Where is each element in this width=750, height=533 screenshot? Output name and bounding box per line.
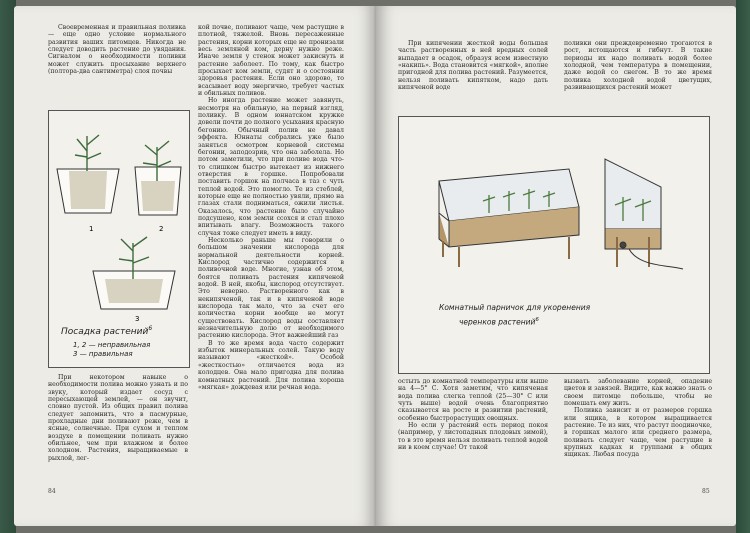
left-col1-bottom — [48, 374, 188, 484]
paragraph: При некотором навыке о необходимости полива можно узнать и по звуку, который издает сосуд с пересыхающей землей, — он звучит, словно пустой. Из общих правил полива следует запомнить, что в пасмурные, прохладные дни поливают реже, чем в ясные, солнечные. При сухом и теплом воздухе в помещении поливать нужно обильнее, чем при влажном и более холодном. Растения, выращиваемые в рыхлой, лег- — [48, 374, 188, 462]
book-cover-right — [736, 0, 750, 533]
right-col1-bottom — [398, 378, 548, 490]
right-page — [376, 6, 736, 526]
paragraph: Своевременная и правильная поливка — еще одно условие нормального развития ваших питомцев. Никогда не следует доводить растение до увядания. Сигналом о необходимости поливки может служить просыхание верхнего (полтора-два сантиметра) слоя почвы — [48, 24, 186, 76]
caption-line: 1, 2 — неправильная — [73, 341, 151, 349]
left-page — [14, 6, 376, 526]
right-col1-top — [398, 40, 548, 110]
greenhouse-figure — [398, 116, 710, 374]
paragraph: Поливка зависит и от размеров горшка или ящика, в котором выращивается растение. Те из них, что растут поодиночке, в горшках малого или среднего размера, поливать следует чаще, чем растущие в крупных кадках и группами в общих ящиках. Любая посуда — [564, 407, 712, 459]
right-col2-bottom — [564, 378, 712, 490]
fig-label-3: 3 — [135, 315, 140, 323]
caption-line: 3 — правильная — [73, 350, 133, 358]
figure-caption-legend — [73, 341, 150, 359]
right-col2-top — [564, 40, 712, 110]
fig-label-2: 2 — [159, 225, 164, 233]
paragraph: поливки они преждевременно трогаются в рост, истощаются и гибнут. В такие периоды их надо поливать водой более холодной, чем температура в помещении, даже водой со снегом. В то же время поливка холодной водой цветущих, развивающихся растений может — [564, 40, 712, 92]
paragraph: Несколько раньше мы говорили о большом значении кислорода для нормальной деятельности корней. Кислород частично содержится в поливочной воде. Многие, узнав об этом, боятся поливать растения кипяченой водой. В ней, якобы, кислород отсутствует. Это неверно. Растворенного как в некипяченой, так и в кипяченой воде кислорода так мало, что за счет его количества корни вообще не могут существовать. Кислород воды составляет незначительную долю от необходимого растению кислорода. Этот важнейший газ — [198, 236, 344, 340]
planting-figure — [48, 110, 190, 368]
left-col2 — [198, 24, 344, 476]
greenhouse-caption-line2 — [459, 317, 659, 327]
greenhouse-illustration — [399, 117, 709, 307]
paragraph: кой почве, поливают чаще, чем растущие в плотной, тяжелой. Вновь пересаженные растения, корни которых еще не пронизали весь земляной ком, дерну нужно реже. Иначе земля у стенок может закиснуть и растение заболеет. По тому, как быстро просыхает ком земли, судят и о состоянии здоровья растения. Если оно здорово, то всасывает воду энергично, требует частых и обильных поливов. — [198, 24, 344, 98]
greenhouse-caption-line1: Комнатный парничок для укоренения — [439, 303, 591, 312]
figure-caption-title — [61, 325, 185, 337]
caption-superscript: 6 — [535, 317, 539, 323]
caption-text: черенков растений — [459, 317, 536, 327]
paragraph: Но если у растений есть период покоя (например, у листопадных плодовых зимой), то в это время нельзя поливать теплой водой ни в коем случае! От такой — [398, 422, 548, 452]
page-number-right: 85 — [702, 488, 710, 495]
paragraph: остыть до комнатной температуры или выше на 4—5° С. Хотя заметим, что кипяченая вода полива слегка теплой (25—30° С или чуть выше) водой очень благоприятно сказывается на росте и развитии растений, особенно быстрорастущих овощных. — [398, 378, 548, 422]
paragraph: вызвать заболевание корней, опадение цветов и завязей. Видите, как важно знать о своем питомце побольше, чтобы не помешать ему жить. — [564, 378, 712, 408]
fig-label-1: 1 — [89, 225, 94, 233]
left-col1-top — [48, 24, 186, 104]
paragraph: В то же время вода часто содержит избыток минеральных солей. Такую воду называют «жесткой». Особой «жесткостью» отличается вода из колодцев. Она мало пригодна для полива комнатных растений. Для полива хороша «мягкая» дождевая или речная вода. — [198, 339, 344, 391]
caption-superscript: 6 — [148, 325, 153, 332]
paragraph: При кипячении жесткой воды большая часть растворенных в ней вредных солей выпадает в осадок, образуя всем известную «накипь». Вода становится «мягкой», вполне пригодной для полива растений. Разумеется, нельзя поливать кипятком, надо дать кипяченой воде — [398, 40, 548, 92]
page-number-left: 84 — [48, 488, 56, 495]
paragraph: Но иногда растение может завянуть, несмотря на обильную, на первый взгляд, поливку. В одном юннатском кружке довели почти до полного усыхания красную бегонию. Обычный полив не давал эффекта. Юннаты собрались уже было заняться осмотром корневой системы бегонии, заподозрив, что она заболела. Но потом заметили, что при поливе вода что-то слишком быстро вытекает из нижнего отверстия в горшке. Попробовали поставить горшок на полчаса в таз с чуть теплой водой. Это помогло. Те из стеблей, которые еще не полностью увяли, прямо на глазах стали подниматься, ожили листья. Оказалось, что растение было случайно подсушено, ком земли ссохся и стал плохо впитывать влагу. Возможность такого случая тоже следует иметь в виду. — [198, 97, 344, 237]
caption-title-text: Посадка растений — [61, 327, 149, 337]
